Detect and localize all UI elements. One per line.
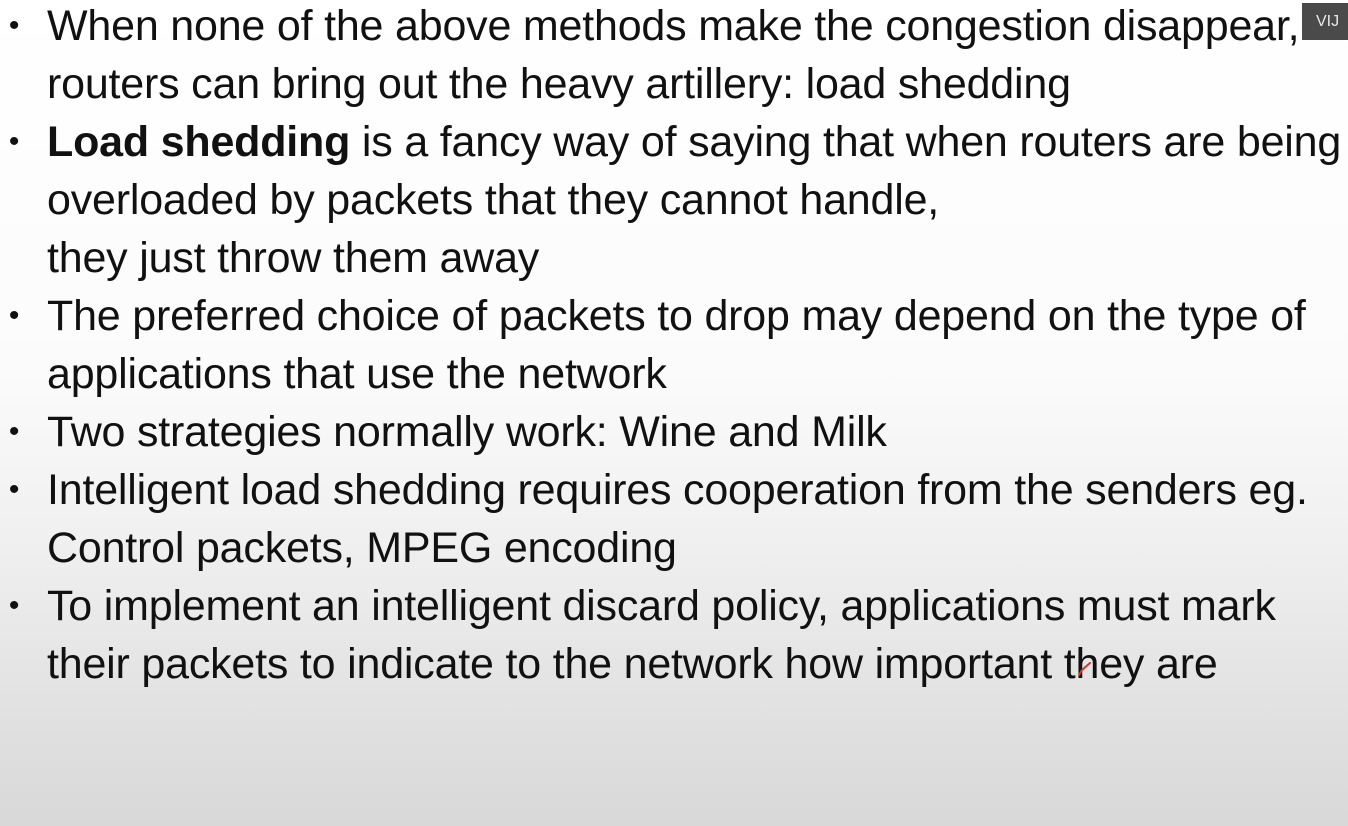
bullet-dot: • [8,9,20,42]
bullet-bold-term: Load shedding [47,118,351,166]
bullet-item-4 [0,403,1348,461]
bullet-item-2 [0,113,1348,287]
bullet-dot: • [8,415,20,448]
bullet-dot: • [8,299,20,332]
bullet-text: Two strategies normally work: Wine and Milk [47,408,887,456]
bullet-dot: • [8,589,20,622]
bullet-item-3 [0,287,1348,403]
bullet-dot: • [8,125,20,158]
bullet-item-6 [0,577,1348,693]
bullet-text: The preferred choice of packets to drop may depend on the type of applications that use the network [47,292,1306,398]
pen-cursor-icon [1078,662,1092,676]
bullet-dot: • [8,473,20,506]
presenter-badge: VIJ [1302,3,1348,40]
bullet-item-1 [0,0,1348,113]
bullet-text: is a fancy way of saying that when routers are being overloaded by packets that they cannot handle, [47,118,1342,224]
bullet-text: To implement an intelligent discard policy, applications must mark their packets to indicate to the network how important they are [47,582,1276,688]
bullet-text: When none of the above methods make the congestion disappear, routers can bring out the heavy artillery: load shedding [47,2,1300,108]
bullet-text: Intelligent load shedding requires cooperation from the senders eg. Control packets, MPEG encoding [47,466,1308,572]
bullet-continuation: they just throw them away [47,234,540,282]
bullet-item-5 [0,461,1348,577]
